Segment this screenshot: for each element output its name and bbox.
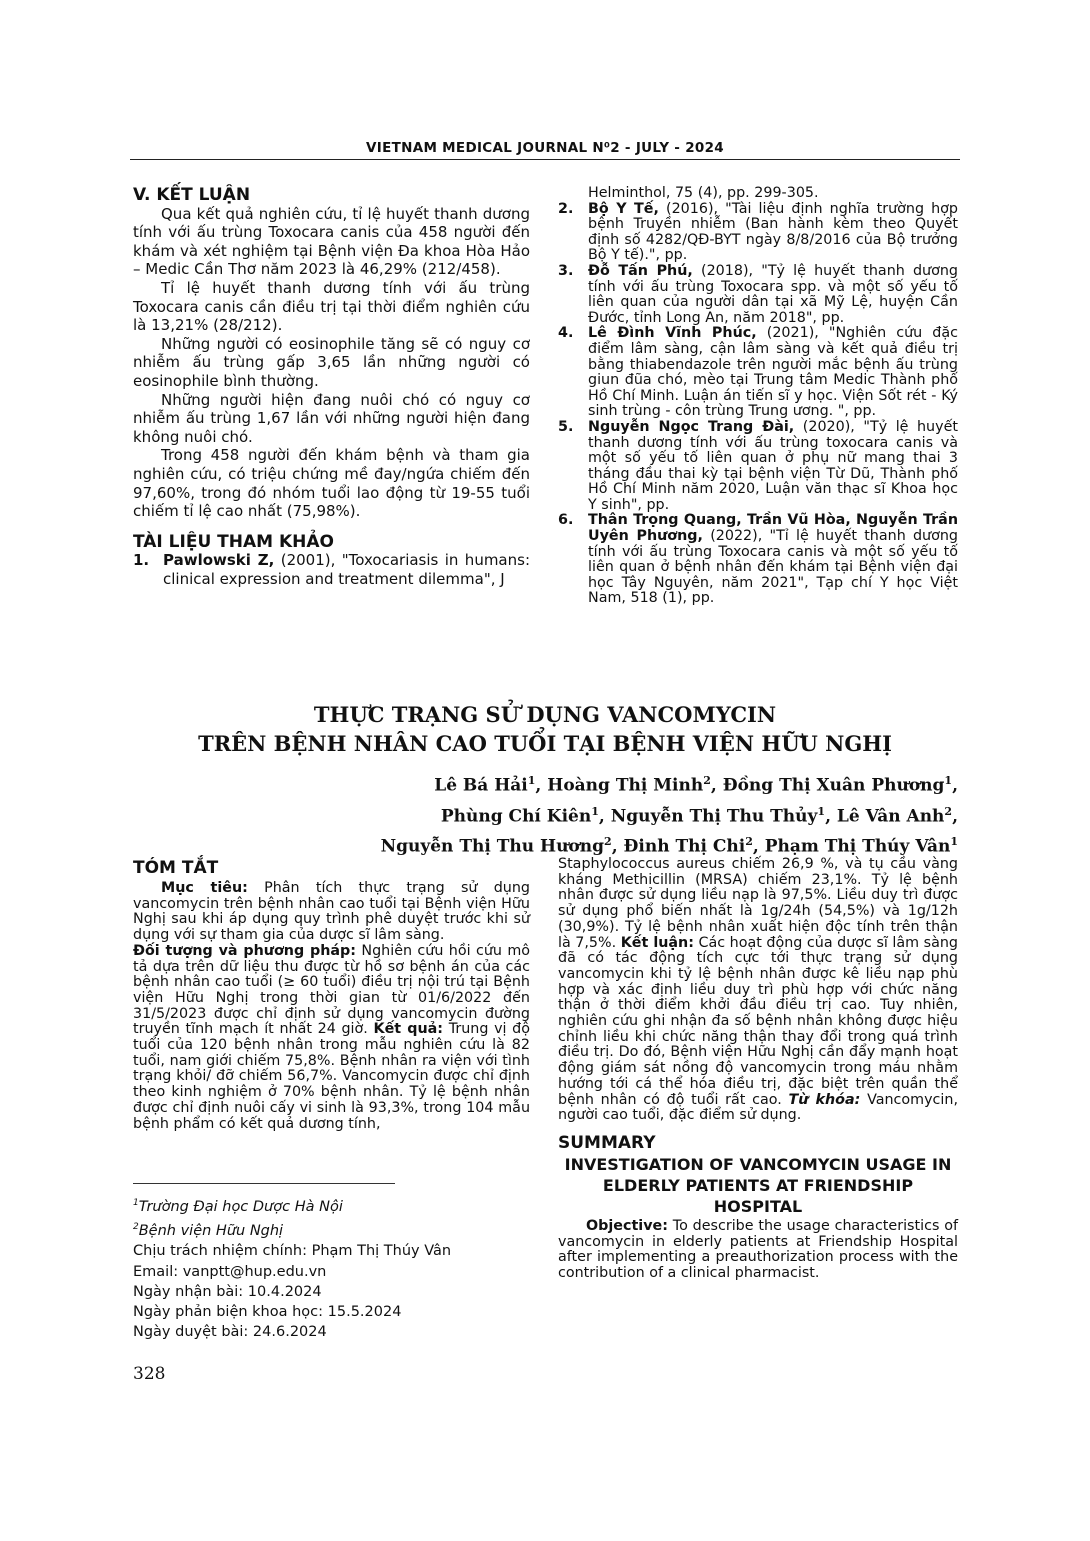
references-continued [558,186,958,607]
abstract-label: Kết quả: [373,1021,444,1038]
abstract-vi-continued [558,857,958,1282]
abstract-text: Staphylococcus aureus chiếm 26,9 %, và tụ cầu vàng kháng Methicillin (MRSA) chiếm 23,1%. Tỷ lệ bệnh nhân được sử dụng liều nạp là 97,5%. Liều duy trì được sử dụng phổ biến nhất là 1g/24h (54,5%) và 1g/12h (30,9%). Tỷ lệ bệnh nhân xuất hiện độc tính trên thận là 7,5%. [558,856,958,951]
affiliation-marker: 2 [133,1222,139,1233]
reference-author: Đỗ Tấn Phú, [588,262,693,279]
affiliation-2 [133,1217,533,1241]
author-name: Phùng Chí Kiên [440,806,592,827]
author-affiliation: 2 [703,774,711,787]
author-name: , Nguyễn Thị Thu Thủy [598,806,818,827]
reference-number: 6. [558,512,574,529]
author-name: , Đinh Thị Chi [611,836,746,857]
affiliation-marker: 1 [133,1198,139,1208]
conclusion-paragraph: Trong 458 người đến khám bệnh và tham gia nghiên cứu, có triệu chứng mề đay/ngứa chiếm đến 97,60%, trong đó nhóm tuổi lao động từ 19-55 tuổi chiếm tỉ lệ cao nhất (75,98%). [133,446,530,521]
affiliation-text: Trường Đại học Dược Hà Nội [138,1198,343,1215]
date-received: Ngày nhận bài: 10.4.2024 [133,1283,322,1300]
reference-number: 4. [558,325,574,342]
author-affiliation: 2 [944,804,953,818]
conclusion-paragraph: Những người hiện đang nuôi chó có nguy cơ nhiễm ấu trùng 1,67 lần với những người hiện đang không nuôi chó. [133,390,530,446]
abstract-text: Trung vị độ tuổi của 120 bệnh nhân trong mẫu nghiên cứu là 82 tuổi, nam giới chiếm 75,8%. Bệnh nhân ra viện với tình trạng khỏi/ đỡ chiếm 56,7%. Vancomycin được chỉ định theo kinh nghiệm ở 70% bệnh nhân. Tỷ lệ bệnh nhân được chỉ định nuôi cấy vi sinh là 93,3%, trong 104 mẫu bệnh phẩm có kết quả dương tính, [133,1021,530,1132]
reference-text [163,551,530,588]
page-number: 328 [133,1364,166,1384]
references-heading: TÀI LIỆU THAM KHẢO [133,531,334,552]
reference-continuation: Helminthol, 75 (4), pp. 299-305. [588,185,819,201]
keywords-text: Vancomycin, người cao tuổi, đặc điểm sử dụng. [558,1091,958,1124]
author-name: , Hoàng Thị Minh [535,775,704,796]
affiliation-text: Bệnh viện Hữu Nghị [138,1222,284,1239]
reference-number: 3. [558,262,574,279]
conclusion-section [133,186,530,588]
summary-heading: SUMMARY [558,1132,656,1153]
conclusion-paragraph: Những người có eosinophile tăng sẽ có nguy cơ nhiễm ấu trùng gấp 3,65 lần những người có eosinophile bình thường. [133,334,530,390]
footnote-rule [133,1183,395,1184]
conclusion-paragraph: Tỉ lệ huyết thanh dương tính với ấu trùng Toxocara canis cần điều trị tại thời điểm nghiên cứu là 13,21% (28/212). [133,278,530,335]
contact-email: Email: vanptt@hup.edu.vn [133,1263,327,1280]
author-affiliation: 2 [745,835,753,849]
author-affiliation: 1 [817,804,826,818]
conclusion-heading: V. KẾT LUẬN [133,185,251,205]
reference-author: Lê Đình Vĩnh Phúc, [588,325,757,342]
reference-author: Nguyễn Ngọc Trang Đài, [588,418,795,435]
reference-number: 2. [558,200,574,217]
author-name: Nguyễn Thị Thu Hương [380,836,605,857]
author-affiliation: 2 [604,835,612,849]
abstract-methods [133,944,530,1132]
summary-objective [558,1219,958,1282]
reference-item [558,264,958,326]
abstract-vi [133,857,530,1132]
keywords-label: Từ khóa: [788,1091,861,1108]
summary-title: INVESTIGATION OF VANCOMYCIN USAGE IN ELDERLY PATIENTS AT FRIENDSHIP HOSPITAL [564,1154,952,1216]
article-title-line: TRÊN BỆNH NHÂN CAO TUỔI TẠI BỆNH VIỆN HỮU NGHỊ [198,731,892,756]
responsible-author: Chịu trách nhiệm chính: Phạm Thị Thúy Vân [133,1243,452,1260]
reference-body: (2001), "Toxocariasis in humans: clinical expression and treatment dilemma", J [163,551,531,588]
reference-number: 5. [558,418,574,435]
date-approved: Ngày duyệt bài: 24.6.2024 [133,1324,327,1341]
abstract-label: Đối tượng và phương pháp: [133,942,357,959]
summary-label: Objective: [586,1217,668,1234]
reference-item [558,513,958,607]
reference-number: 1. [133,551,150,570]
footnotes [133,1193,533,1343]
author-name: , Phạm Thị Thúy Vân [752,836,951,857]
author-affiliation: 1 [527,774,536,787]
reference-body: (2016), "Tài liệu định nghĩa trường hợp bệnh Truyền nhiễm (Ban hành kèm theo Quyết định số 4282/QĐ-BYT ngày 8/8/2016 của Bộ trưởng Bộ Y tế).", pp. [588,200,958,264]
date-reviewed: Ngày phản biện khoa học: 15.5.2024 [133,1304,402,1321]
author-name: Lê Bá Hải [434,775,528,796]
abstract-text: Nghiên cứu hồi cứu mô tả dựa trên dữ liệu thu được từ hồ sơ bệnh án của các bệnh nhân cao tuổi (≥ 60 tuổi) điều trị nội trú tại Bệnh viện Hữu Nghị trong thời gian từ 01/6/2022 đến 31/5/2023 được chỉ định sử dụng vancomycin đường truyền tĩnh mạch ít nhất 24 giờ. [133,942,530,1038]
reference-body: (2021), "Nghiên cứu đặc điểm lâm sàng, cận lâm sàng và kết quả điều trị bằng thiabendazole trên người mắc bệnh ấu trùng giun đũa chó, mèo tại Trung tâm Medic Thành phố Hồ Chí Minh. Luận án tiến sĩ y học. Viện Sốt rét - Ký sinh trùng - côn trùng Trung ương. ", pp. [588,325,958,420]
author-affiliation: 1 [591,804,599,818]
conclusion-paragraph: Qua kết quả nghiên cứu, tỉ lệ huyết thanh dương tính với ấu trùng Toxocara canis của 458 người đến khám và xét nghiệm tại Bệnh viện Đa khoa Hòa Hảo – Medic Cần Thơ năm 2023 là 46,29% (212/458). [133,204,530,279]
author-line [128,799,958,830]
author-name: , Lê Vân Anh [825,806,945,827]
reference-item [558,326,958,420]
reference-author: Thân Trọng Quang, Trần Vũ Hòa, Nguyễn Trần Uyên Phương, [588,512,958,545]
abstract-label: Kết luận: [620,934,694,951]
reference-body: (2022), "Tỉ lệ huyết thanh dương tính với ấu trùng Toxocara canis và một số yếu tố liên quan ở bệnh nhân đến khám tại Bệnh viện đại học Tây Nguyên, năm 2021", Tạp chí Y học Việt Nam, 518 (1), pp. [588,528,958,607]
reference-body: (2018), "Tỷ lệ huyết thanh dương tính với ấu trùng Toxocara spp. và một số yếu tố liên quan của người dân tại xã Mỹ Lệ, huyện Cần Đước, tỉnh Long An, năm 2018", pp. [588,262,958,326]
article-title-line: THỰC TRẠNG SỬ DỤNG VANCOMYCIN [313,702,777,727]
abstract-heading: TÓM TẮT [133,858,219,878]
author-affiliation: 1 [950,835,958,849]
reference-item [133,551,530,588]
author-separator: , [952,806,958,827]
header-rule [130,159,960,160]
reference-item [558,202,958,264]
journal-header: VIETNAM MEDICAL JOURNAL N⁰2 - JULY - 2024 [366,140,724,156]
abstract-text: Phân tích thực trạng sử dụng vancomycin trên bệnh nhân cao tuổi tại Bệnh viện Hữu Nghị sau khi áp dụng quy trình phê duyệt trước khi sử dụng với sự tham gia của dược sĩ lâm sàng. [133,880,530,944]
reference-author: Pawlowski Z, [163,551,275,570]
abstract-results-continued [558,857,958,1124]
author-separator: , [952,775,958,796]
reference-author: Bộ Y Tế, [588,200,659,217]
article-title [130,700,960,758]
abstract-text: Các hoạt động của dược sĩ lâm sàng đã có tác động tích cực tới thực trạng sử dụng vancomycin khi tỷ lệ bệnh nhân được kê liều nạp phù hợp và xác định liều duy trì phù hợp với chức năng thận ở thời điểm khởi đầu điều trị cao. Tuy nhiên, nghiên cứu ghi nhận đa số bệnh nhân không được hiệu chỉnh liều khi chức năng thận thay đổi trong quá trình điều trị. Do đó, Bệnh viện Hữu Nghị cần đẩy mạnh hoạt động giám sát nồng độ vancomycin trong máu nhằm hướng tới cá thể hóa điều trị, đặc biệt trên quần thể bệnh nhân có độ tuổi rất cao. [558,934,958,1108]
author-affiliation: 1 [944,774,953,787]
affiliation-1 [133,1193,533,1217]
author-line [128,768,958,799]
reference-item [558,420,958,514]
abstract-label: Mục tiêu: [161,880,248,896]
author-name: , Đồng Thị Xuân Phương [710,775,945,796]
abstract-objective [133,881,530,944]
author-list [128,768,958,860]
reference-body: (2020), "Tỷ lệ huyết thanh dương tính với ấu trùng toxocara canis và một số yếu tố liên quan ở phụ nữ mang thai 3 tháng đầu thai kỳ tại bệnh viện Từ Dũ, Thành phố Hồ Chí Minh năm 2020, Luận văn thạc sĩ Khoa học Y sinh", pp. [588,418,958,513]
summary-text: To describe the usage characteristics of vancomycin in elderly patients at Friendship Hospital after implementing a preauthorization process with the contribution of a clinical pharmacist. [558,1217,958,1282]
